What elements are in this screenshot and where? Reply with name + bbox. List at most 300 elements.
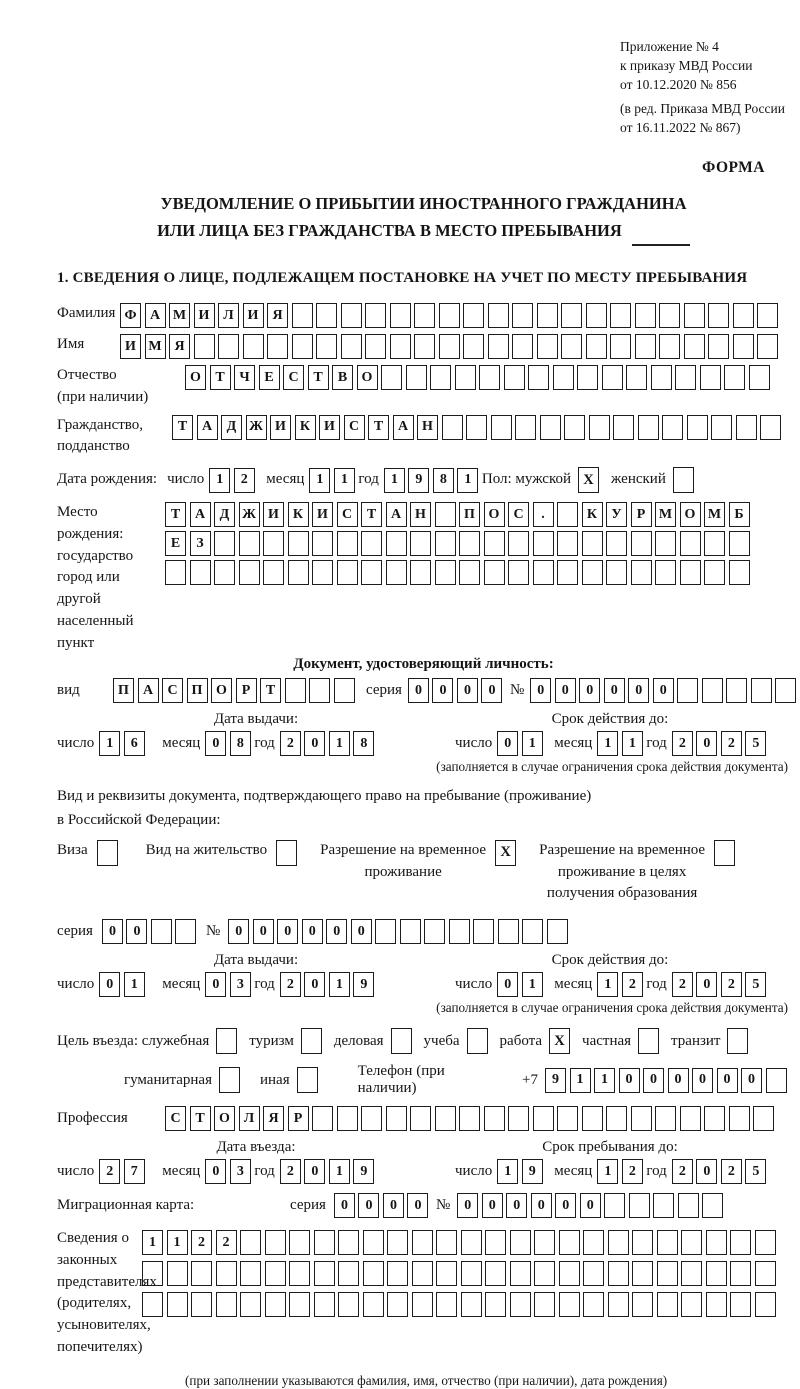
form-cell: Ж: [239, 502, 260, 527]
purpose-tranzit-checkbox: [727, 1028, 748, 1054]
form-cell: А: [386, 502, 407, 527]
form-cell: [410, 531, 431, 556]
doc-date-headers: [57, 711, 790, 728]
doc-issue-month: [205, 731, 254, 756]
form-cell: [655, 560, 676, 585]
birth-date-label: Дата рождения:: [57, 471, 158, 488]
form-cell: 3: [230, 972, 251, 997]
form-cell: 5: [745, 972, 766, 997]
purpose-chastnaya-checkbox: [638, 1028, 659, 1054]
form-cell: [680, 1106, 701, 1131]
form-cell: Е: [259, 365, 280, 390]
form-cell: 0: [555, 678, 576, 703]
form-cell: 1: [124, 972, 145, 997]
form-cell: [436, 1261, 457, 1286]
form-cell: [608, 1261, 629, 1286]
form-cell: 0: [304, 1159, 325, 1184]
form-cell: [316, 334, 337, 359]
sex-female-label: женский: [611, 471, 666, 488]
form-cell: [680, 531, 701, 556]
form-cell: [214, 560, 235, 585]
form-cell: [190, 560, 211, 585]
form-cell: [534, 1261, 555, 1286]
form-cell: [557, 531, 578, 556]
form-cell: 2: [280, 731, 301, 756]
form-cell: 1: [522, 972, 543, 997]
form-cell: Л: [218, 303, 239, 328]
form-cell: 6: [124, 731, 145, 756]
form-cell: [375, 919, 396, 944]
form-cell: [635, 303, 656, 328]
form-cell: И: [270, 415, 291, 440]
birth-year-cells: [384, 468, 482, 493]
form-cell: 9: [353, 1159, 374, 1184]
form-cell: [239, 560, 260, 585]
form-cell: [706, 1230, 727, 1255]
form-cell: [285, 678, 306, 703]
purpose-turizm-label: туризм: [249, 1032, 294, 1049]
form-cell: [442, 415, 463, 440]
doc-issue-year: [280, 731, 378, 756]
doc-kind-label: вид: [57, 682, 80, 699]
form-cell: 0: [619, 1068, 640, 1093]
residence-valid-year: [672, 972, 770, 997]
form-cell: Т: [308, 365, 329, 390]
form-cell: [289, 1292, 310, 1317]
form-cell: Ж: [246, 415, 267, 440]
form-cell: [589, 415, 610, 440]
birth-place-label: Место рождения: государство город или другой населенный пункт: [57, 504, 134, 651]
patronymic-cells: [185, 365, 773, 390]
form-cell: Т: [368, 415, 389, 440]
migration-series-label: серия: [290, 1196, 326, 1213]
form-cell: 0: [579, 678, 600, 703]
form-cell: [700, 365, 721, 390]
citizenship-row: [57, 415, 790, 459]
form-cell: [312, 531, 333, 556]
form-cell: [314, 1292, 335, 1317]
birth-place-row3: [165, 560, 753, 585]
form-cell: 0: [497, 731, 518, 756]
form-cell: А: [138, 678, 159, 703]
form-cell: [341, 303, 362, 328]
form-cell: С: [165, 1106, 186, 1131]
form-cell: [390, 303, 411, 328]
form-cell: [239, 531, 260, 556]
purpose-delovaya-checkbox: [391, 1028, 412, 1054]
firstname-cells: [120, 334, 782, 359]
form-cell: 2: [721, 1159, 742, 1184]
form-cell: [515, 415, 536, 440]
form-cell: [702, 1193, 723, 1218]
residence-series-label: серия: [57, 922, 93, 939]
form-cell: [755, 1261, 776, 1286]
form-cell: [485, 1292, 506, 1317]
form-cell: 0: [653, 678, 674, 703]
form-cell: [381, 365, 402, 390]
form-title: [57, 191, 790, 246]
representatives-block: [57, 1228, 790, 1359]
form-cell: 0: [205, 972, 226, 997]
form-cell: [684, 334, 705, 359]
form-cell: [191, 1261, 212, 1286]
form-cell: .: [533, 502, 554, 527]
birth-day-cells: [209, 468, 258, 493]
form-cell: [337, 1106, 358, 1131]
form-cell: Т: [210, 365, 231, 390]
form-cell: [386, 560, 407, 585]
doc-number-label: №: [509, 682, 525, 699]
form-cell: Т: [165, 502, 186, 527]
form-cell: 9: [353, 972, 374, 997]
form-cell: 1: [99, 731, 120, 756]
form-cell: [561, 303, 582, 328]
form-cell: [142, 1292, 163, 1317]
form-cell: 0: [334, 1193, 355, 1218]
form-cell: [760, 415, 781, 440]
residence-serial-row: [57, 919, 790, 944]
form-cell: 2: [234, 468, 255, 493]
form-cell: 1: [329, 1159, 350, 1184]
form-cell: 2: [721, 731, 742, 756]
form-cell: П: [113, 678, 134, 703]
form-cell: Т: [361, 502, 382, 527]
form-cell: М: [704, 502, 725, 527]
form-cell: 1: [597, 972, 618, 997]
form-cell: С: [162, 678, 183, 703]
form-cell: Л: [239, 1106, 260, 1131]
form-cell: [653, 1193, 674, 1218]
form-cell: [704, 560, 725, 585]
form-cell: 0: [277, 919, 298, 944]
form-cell: 0: [432, 678, 453, 703]
form-cell: И: [312, 502, 333, 527]
form-cell: [583, 1230, 604, 1255]
residence-series-cells: [102, 919, 200, 944]
form-cell: [708, 334, 729, 359]
form-cell: [337, 531, 358, 556]
temp-residence-checkbox: X: [495, 840, 516, 866]
form-cell: [606, 531, 627, 556]
form-cell: У: [606, 502, 627, 527]
migration-number-cells: [457, 1193, 727, 1218]
form-cell: [610, 303, 631, 328]
form-cell: 9: [522, 1159, 543, 1184]
form-cell: [533, 1106, 554, 1131]
representatives-row3: [142, 1292, 779, 1317]
form-cell: [729, 531, 750, 556]
migration-series-cells: [334, 1193, 432, 1218]
form-cell: [537, 303, 558, 328]
form-cell: 0: [351, 919, 372, 944]
form-cell: [412, 1261, 433, 1286]
form-cell: 7: [124, 1159, 145, 1184]
form-cell: [484, 560, 505, 585]
form-cell: В: [332, 365, 353, 390]
purpose-ucheba-checkbox: [467, 1028, 488, 1054]
doc-valid-year: [672, 731, 770, 756]
representatives-row1: [142, 1230, 779, 1255]
form-cell: 0: [696, 731, 717, 756]
visa-checkbox: [97, 840, 118, 866]
identity-doc-heading: Документ, удостоверяющий личность:: [293, 656, 554, 673]
form-cell: [455, 365, 476, 390]
identity-doc-row: [57, 678, 790, 703]
form-cell: [606, 1106, 627, 1131]
form-cell: [387, 1292, 408, 1317]
form-cell: [463, 334, 484, 359]
purpose-row2: [57, 1063, 790, 1097]
form-cell: И: [263, 502, 284, 527]
form-cell: 0: [205, 731, 226, 756]
form-cell: [655, 1106, 676, 1131]
form-cell: [312, 560, 333, 585]
residence-number-cells: [228, 919, 571, 944]
form-cell: [557, 1106, 578, 1131]
purpose-inaya-label: иная: [260, 1071, 290, 1088]
form-cell: [240, 1261, 261, 1286]
form-cell: [459, 560, 480, 585]
form-cell: 0: [530, 678, 551, 703]
form-cell: [292, 334, 313, 359]
phone-cells: [545, 1068, 790, 1093]
form-cell: [755, 1292, 776, 1317]
form-cell: [414, 334, 435, 359]
form-cell: [706, 1261, 727, 1286]
form-cell: [361, 560, 382, 585]
form-cell: К: [288, 502, 309, 527]
residence-validity-note: (заполняется в случае ограничения срока действия документа): [436, 1000, 788, 1016]
form-cell: [537, 334, 558, 359]
form-cell: [459, 1106, 480, 1131]
form-cell: 1: [522, 731, 543, 756]
form-cell: 0: [497, 972, 518, 997]
form-cell: [753, 1106, 774, 1131]
temp-residence-label: Разрешение на временное проживание: [320, 841, 487, 880]
form-cell: [681, 1261, 702, 1286]
phone-label: Телефон (при наличии): [357, 1063, 445, 1097]
form-cell: [436, 1230, 457, 1255]
form-cell: О: [680, 502, 701, 527]
residence-issue-month: [205, 972, 254, 997]
form-cell: [631, 1106, 652, 1131]
form-cell: [191, 1292, 212, 1317]
form-cell: Ч: [234, 365, 255, 390]
form-cell: 0: [696, 972, 717, 997]
doc-valid-date: число 0 1 месяц 1 1 год 2 0 2 5: [455, 731, 770, 756]
form-cell: 2: [721, 972, 742, 997]
form-cell: [604, 1193, 625, 1218]
form-cell: 0: [717, 1068, 738, 1093]
form-cell: О: [214, 1106, 235, 1131]
purpose-label: Цель въезда: служебная: [57, 1032, 210, 1049]
form-cell: [165, 560, 186, 585]
form-cell: [681, 1230, 702, 1255]
form-cell: И: [319, 415, 340, 440]
form-cell: Я: [267, 303, 288, 328]
form-cell: [439, 303, 460, 328]
residence-doc-intro: Вид и реквизиты документа, подтверждающего право на пребывание (проживание) в Российской Федерации:: [57, 788, 592, 828]
form-cell: 1: [570, 1068, 591, 1093]
form-cell: [602, 365, 623, 390]
form-cell: 0: [253, 919, 274, 944]
stay-date: число 1 9 месяц 1 2 год 2 0 2 5: [455, 1159, 770, 1184]
residence-valid-header: Срок действия до:: [551, 952, 669, 969]
form-cell: 0: [205, 1159, 226, 1184]
form-cell: [435, 1106, 456, 1131]
form-cell: 0: [555, 1193, 576, 1218]
birth-place-row1: [165, 502, 753, 527]
form-cell: [559, 1292, 580, 1317]
birth-place-cells-stack: [165, 502, 753, 589]
form-cell: [466, 415, 487, 440]
residence-doc-options: [57, 840, 790, 905]
form-cell: 1: [384, 468, 405, 493]
form-cell: [216, 1292, 237, 1317]
form-cell: 8: [230, 731, 251, 756]
visa-option: [57, 840, 118, 866]
appendix-line: Приложение № 4: [620, 39, 719, 54]
residence-date-headers: [57, 952, 790, 969]
doc-kind-cells: [113, 678, 358, 703]
form-cell: [461, 1230, 482, 1255]
form-cell: [263, 560, 284, 585]
form-cell: [386, 1106, 407, 1131]
form-cell: 0: [506, 1193, 527, 1218]
form-cell: 1: [594, 1068, 615, 1093]
form-cell: 5: [745, 731, 766, 756]
form-cell: [473, 919, 494, 944]
form-cell: [632, 1230, 653, 1255]
form-cell: [508, 1106, 529, 1131]
doc-issue-date: число 1 6 месяц 0 8 год 2 0 1 8: [57, 731, 455, 756]
form-cell: [288, 531, 309, 556]
form-cell: [749, 365, 770, 390]
form-cell: [363, 1261, 384, 1286]
appendix-line: (в ред. Приказа МВД России: [620, 100, 785, 116]
form-cell: И: [243, 303, 264, 328]
birth-year-label: год: [358, 471, 379, 488]
form-cell: [386, 531, 407, 556]
patronymic-row: [57, 365, 790, 409]
form-cell: 9: [545, 1068, 566, 1093]
form-cell: [751, 678, 772, 703]
form-cell: 1: [597, 1159, 618, 1184]
form-cell: [267, 334, 288, 359]
doc-issue-header: Дата выдачи:: [213, 711, 299, 728]
migration-card-row: [57, 1193, 790, 1218]
migration-number-label: №: [435, 1196, 451, 1213]
form-cell: [534, 1230, 555, 1255]
form-cell: [240, 1230, 261, 1255]
form-cell: А: [393, 415, 414, 440]
form-cell: Я: [169, 334, 190, 359]
form-cell: 1: [209, 468, 230, 493]
purpose-tranzit-label: транзит: [671, 1032, 721, 1049]
form-cell: [412, 1292, 433, 1317]
form-cell: [631, 531, 652, 556]
surname-cells: [120, 303, 782, 328]
form-cell: 0: [326, 919, 347, 944]
form-cell: Т: [172, 415, 193, 440]
form-cell: [729, 560, 750, 585]
sex-female-checkbox: [673, 467, 694, 493]
form-cell: [708, 303, 729, 328]
doc-valid-day: [497, 731, 546, 756]
residence-valid-day: [497, 972, 546, 997]
form-cell: О: [357, 365, 378, 390]
form-cell: [361, 1106, 382, 1131]
form-cell: [167, 1292, 188, 1317]
form-cell: [214, 531, 235, 556]
form-cell: [586, 303, 607, 328]
firstname-label: Имя: [57, 336, 85, 353]
form-cell: [522, 919, 543, 944]
form-cell: [534, 1292, 555, 1317]
purpose-ucheba-label: учеба: [423, 1032, 460, 1049]
form-cell: [733, 334, 754, 359]
form-cell: [485, 1261, 506, 1286]
form-cell: [657, 1261, 678, 1286]
form-cell: [681, 1292, 702, 1317]
representatives-note: (при заполнении указываются фамилия, имя, отчество (при наличии), дата рождения): [185, 1372, 668, 1388]
doc-series-label: серия: [366, 682, 402, 699]
form-cell: [484, 531, 505, 556]
phone-prefix: +7: [522, 1071, 538, 1088]
form-cell: П: [187, 678, 208, 703]
form-cell: О: [484, 502, 505, 527]
purpose-delovaya-label: деловая: [333, 1032, 384, 1049]
form-cell: [485, 1230, 506, 1255]
purpose-row: [57, 1028, 790, 1054]
form-cell: К: [582, 502, 603, 527]
form-cell: [510, 1261, 531, 1286]
form-cell: 0: [358, 1193, 379, 1218]
form-cell: А: [197, 415, 218, 440]
form-cell: 0: [99, 972, 120, 997]
form-cell: [459, 531, 480, 556]
form-cell: [406, 365, 427, 390]
form-cell: [757, 334, 778, 359]
birth-month-cells: [309, 468, 358, 493]
form-cell: [704, 1106, 725, 1131]
form-cell: [338, 1261, 359, 1286]
form-cell: [559, 1261, 580, 1286]
form-cell: [655, 531, 676, 556]
form-cell: [387, 1261, 408, 1286]
form-cell: 2: [622, 972, 643, 997]
form-cell: [461, 1261, 482, 1286]
form-cell: [704, 531, 725, 556]
form-cell: [775, 678, 796, 703]
form-cell: 1: [497, 1159, 518, 1184]
form-cell: И: [120, 334, 141, 359]
form-cell: [436, 1292, 457, 1317]
form-cell: [265, 1261, 286, 1286]
form-cell: [706, 1292, 727, 1317]
form-cell: [288, 560, 309, 585]
form-cell: 3: [230, 1159, 251, 1184]
form-cell: З: [190, 531, 211, 556]
form-cell: 0: [628, 678, 649, 703]
form-cell: [424, 919, 445, 944]
form-cell: С: [508, 502, 529, 527]
form-cell: Я: [263, 1106, 284, 1131]
residence-issue-header: Дата выдачи:: [213, 952, 299, 969]
form-cell: [410, 1106, 431, 1131]
form-cell: [312, 1106, 333, 1131]
form-cell: [533, 531, 554, 556]
